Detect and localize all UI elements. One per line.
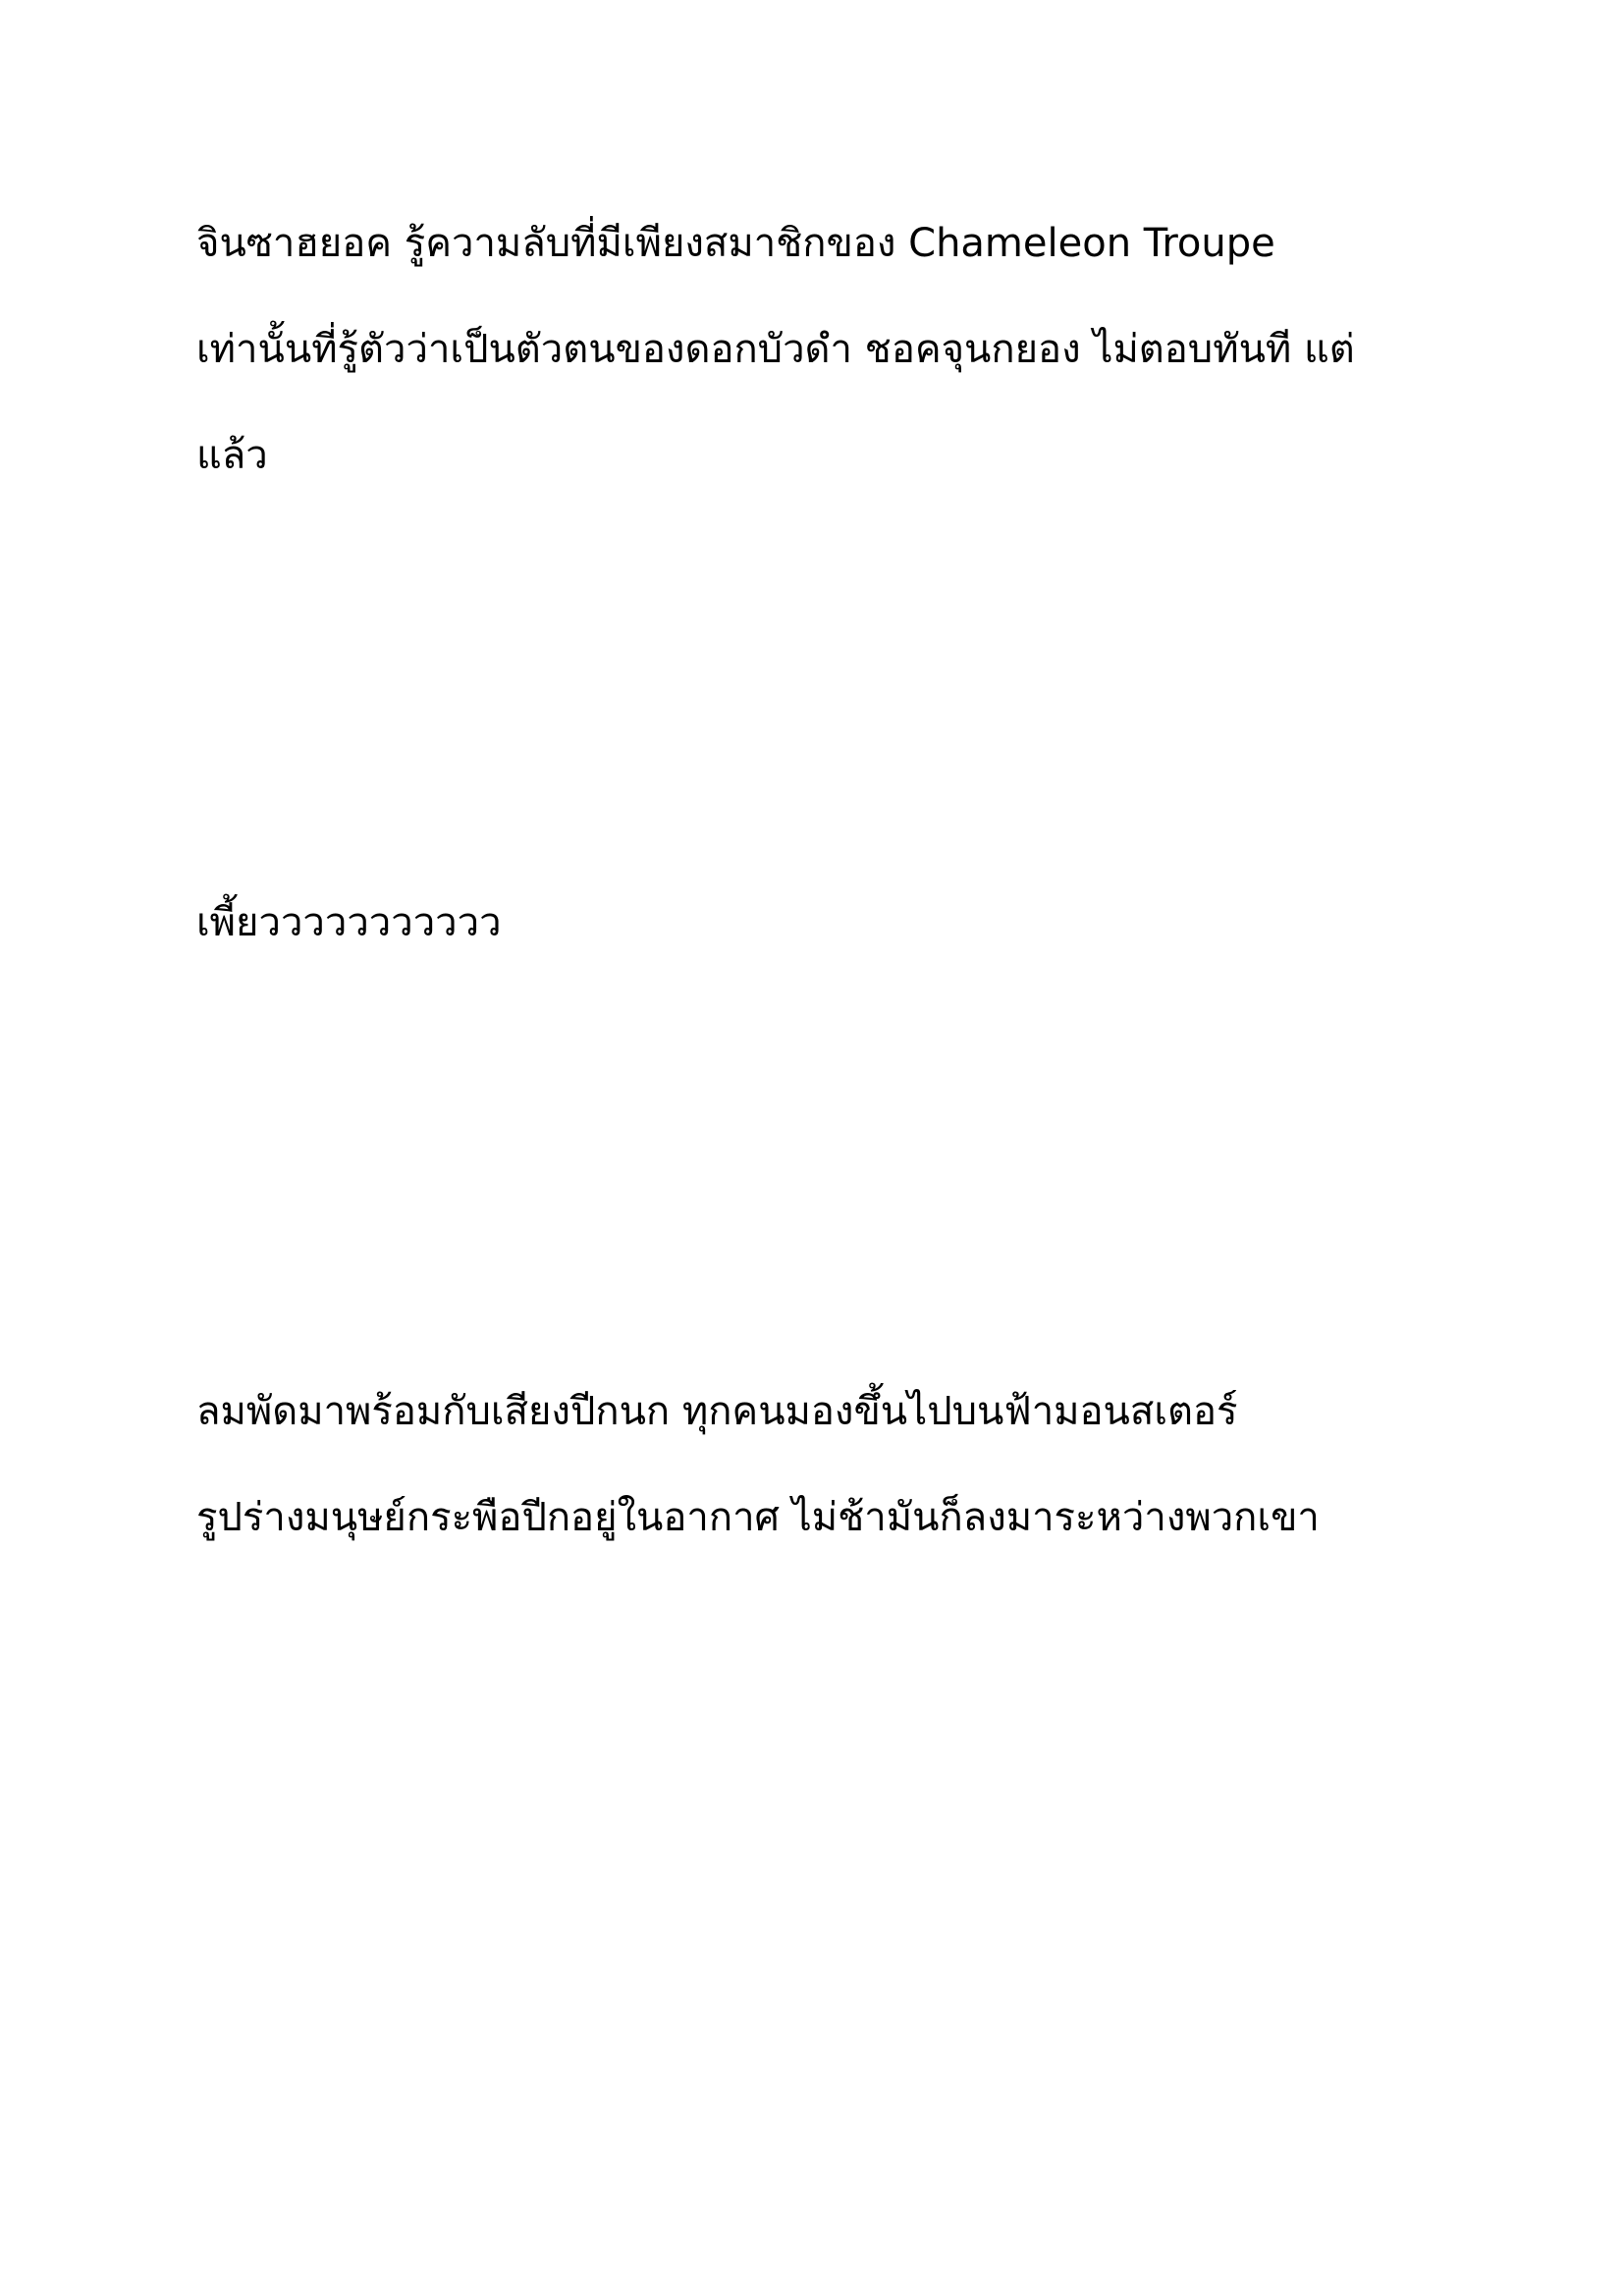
paragraph-line: ลมพัดมาพร้อมกับเสียงปีกนก ทุกคนมองขึ้นไปบนฟ้ามอนสเตอร์ (196, 1389, 1238, 1434)
paragraph-line: จินซาฮยอค รู้ความลับที่มีเพียงสมาชิกของ Chameleon Troupe (196, 221, 1275, 266)
paragraph-line: รูปร่างมนุษย์กระพือปีกอยู่ในอากาศ ไม่ช้ามันก็ลงมาระหว่างพวกเขา (196, 1495, 1320, 1540)
paragraph-line: เท่านั้นที่รู้ตัวว่าเป็นตัวตนของดอกบัวดำ ชอคจุนกยอง ไม่ตอบทันที แต่ (196, 327, 1355, 372)
paragraph-1 (196, 190, 1473, 508)
paragraph-3 (196, 1359, 1473, 1571)
paragraph-2 (196, 870, 1473, 976)
paragraph-line: เพี้ยววววววววววว (196, 900, 502, 945)
paragraph-line: แล้ว (196, 433, 268, 478)
